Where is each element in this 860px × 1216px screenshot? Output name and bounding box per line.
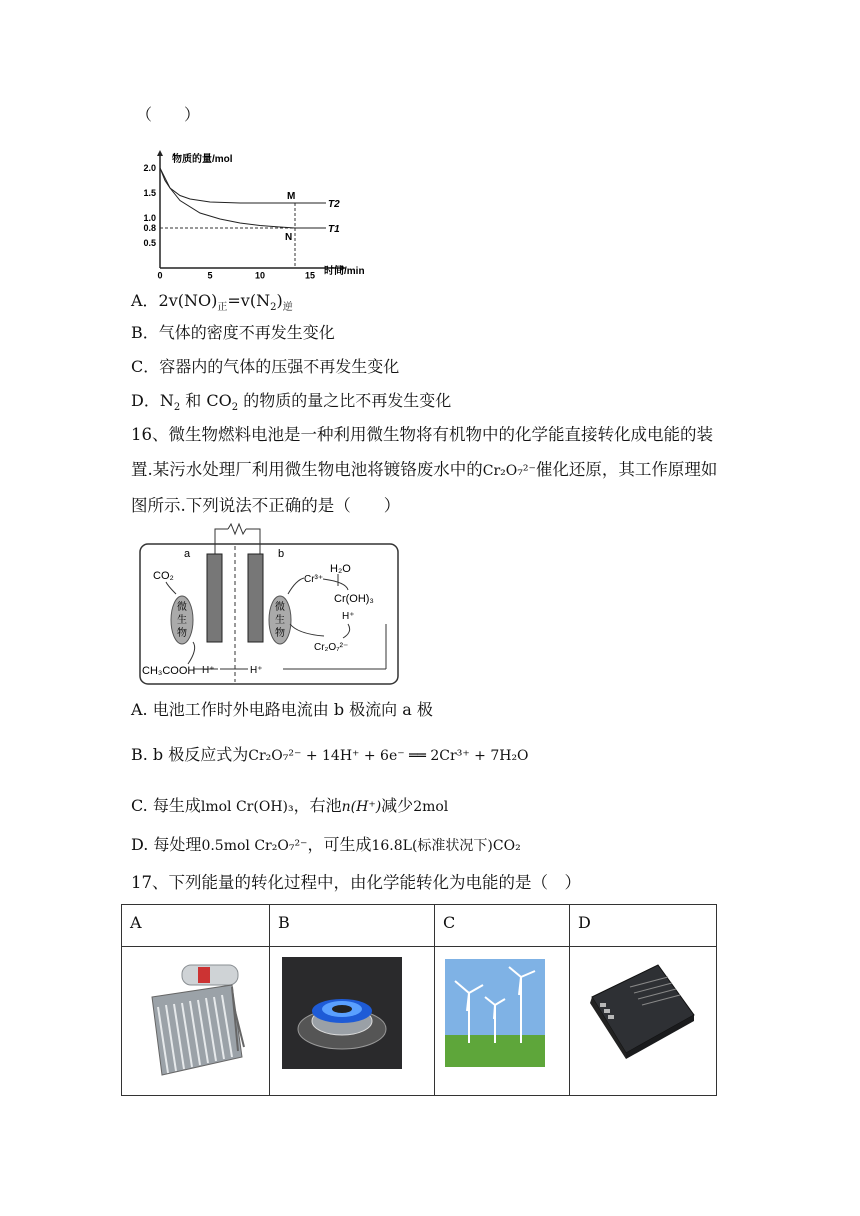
- y-tick-label: 0.5: [143, 238, 156, 248]
- svg-text:物: 物: [177, 628, 187, 639]
- h2o-label: H₂O: [330, 563, 351, 575]
- h-plus-right: H⁺: [250, 665, 263, 676]
- x-axis-label: 时间/min: [324, 266, 365, 277]
- x-tick-label: 10: [254, 270, 266, 281]
- option-a-label: A: [130, 913, 142, 932]
- q17-stem: 17、下列能量的转化过程中，由化学能转化为电能的是（ ）: [131, 873, 581, 892]
- q15-option-d: D．$N_2$ 和 $CO_2$ 的物质的量之比不再发生变化: [131, 391, 452, 414]
- y-tick-label: 0.8: [143, 223, 156, 233]
- option-d-label: D: [578, 913, 591, 932]
- ch3cooh-label: CH₃COOH: [142, 665, 196, 677]
- gas-stove-image: [270, 947, 434, 1091]
- x-tick-label: 0: [157, 270, 163, 281]
- y-tick-label: 1.5: [143, 188, 156, 198]
- answer-blank: （ ）: [136, 105, 201, 124]
- series-line-T2: [160, 168, 320, 203]
- y-axis-arrow: [157, 150, 163, 156]
- q16-stem-line1: 16、微生物燃料电池是一种利用微生物将有机物中的化学能直接转化成电能的装: [131, 425, 713, 444]
- q16-stem-line3: 图所示.下列说法不正确的是（ ）: [131, 496, 401, 515]
- svg-text:生: 生: [275, 615, 285, 626]
- fuel-cell-diagram: [138, 524, 400, 686]
- q16-option-a: A. 电池工作时外电路电流由 b 极流向 a 极: [131, 700, 433, 719]
- co2-label: CO₂: [153, 570, 174, 582]
- wind-turbine-image: [435, 947, 569, 1091]
- svg-text:生: 生: [177, 615, 187, 626]
- point-label-n: N: [285, 232, 293, 243]
- battery-image: [570, 947, 716, 1091]
- x-tick-label: 5: [207, 270, 213, 281]
- y-axis-label: 物质的量/mol: [172, 154, 233, 165]
- q17-options-table: [121, 904, 717, 1096]
- q16-stem-line2: 置.某污水处理厂利用微生物电池将镀铬废水中的Cr₂O₇²⁻催化还原，其工作原理如: [131, 460, 718, 479]
- h-plus-label: H⁺: [342, 611, 355, 622]
- point-label-m: M: [287, 191, 296, 202]
- y-tick-label: 2.0: [143, 163, 156, 173]
- series-line-T1: [160, 168, 320, 228]
- croh3-label: Cr(OH)₃: [334, 593, 374, 605]
- electrode-a-label: a: [184, 548, 191, 560]
- series-label-T1: T1: [328, 224, 340, 235]
- q15-option-b: B．气体的密度不再发生变化: [131, 323, 335, 342]
- y-tick-label: 1.0: [143, 213, 156, 223]
- q16-option-b: B. b 极反应式为Cr₂O₇²⁻ + 14H⁺ + 6e⁻ ══ 2Cr³⁺ + 7H₂O: [131, 745, 529, 764]
- svg-text:物: 物: [275, 628, 285, 639]
- option-b-label: B: [278, 913, 290, 932]
- amount-vs-time-chart: [130, 148, 365, 281]
- x-tick-label: 15: [304, 270, 316, 281]
- q16-option-c: C. 每生成lmol Cr(OH)₃，右池n(H⁺)减少2mol: [131, 796, 449, 815]
- cr2o7-label: Cr₂O₇²⁻: [314, 642, 349, 653]
- q15-option-a: A．$2v(NO)_正=v(N_2)_逆$: [131, 291, 293, 314]
- solar-water-heater-image: [122, 947, 269, 1091]
- cr3-label: Cr³⁺: [304, 574, 324, 585]
- microbe-left-label: 微: [177, 602, 187, 613]
- q16-option-d: D. 每处理0.5mol Cr₂O₇²⁻，可生成16.8L(标准状况下)CO₂: [131, 835, 521, 854]
- q15-option-c: C．容器内的气体的压强不再发生变化: [131, 357, 400, 376]
- series-label-T2: T2: [328, 199, 340, 210]
- microbe-right-label: 微: [275, 602, 285, 613]
- electrode-b-label: b: [278, 548, 285, 560]
- option-c-label: C: [443, 913, 456, 932]
- h-plus-left: H⁺: [202, 665, 215, 676]
